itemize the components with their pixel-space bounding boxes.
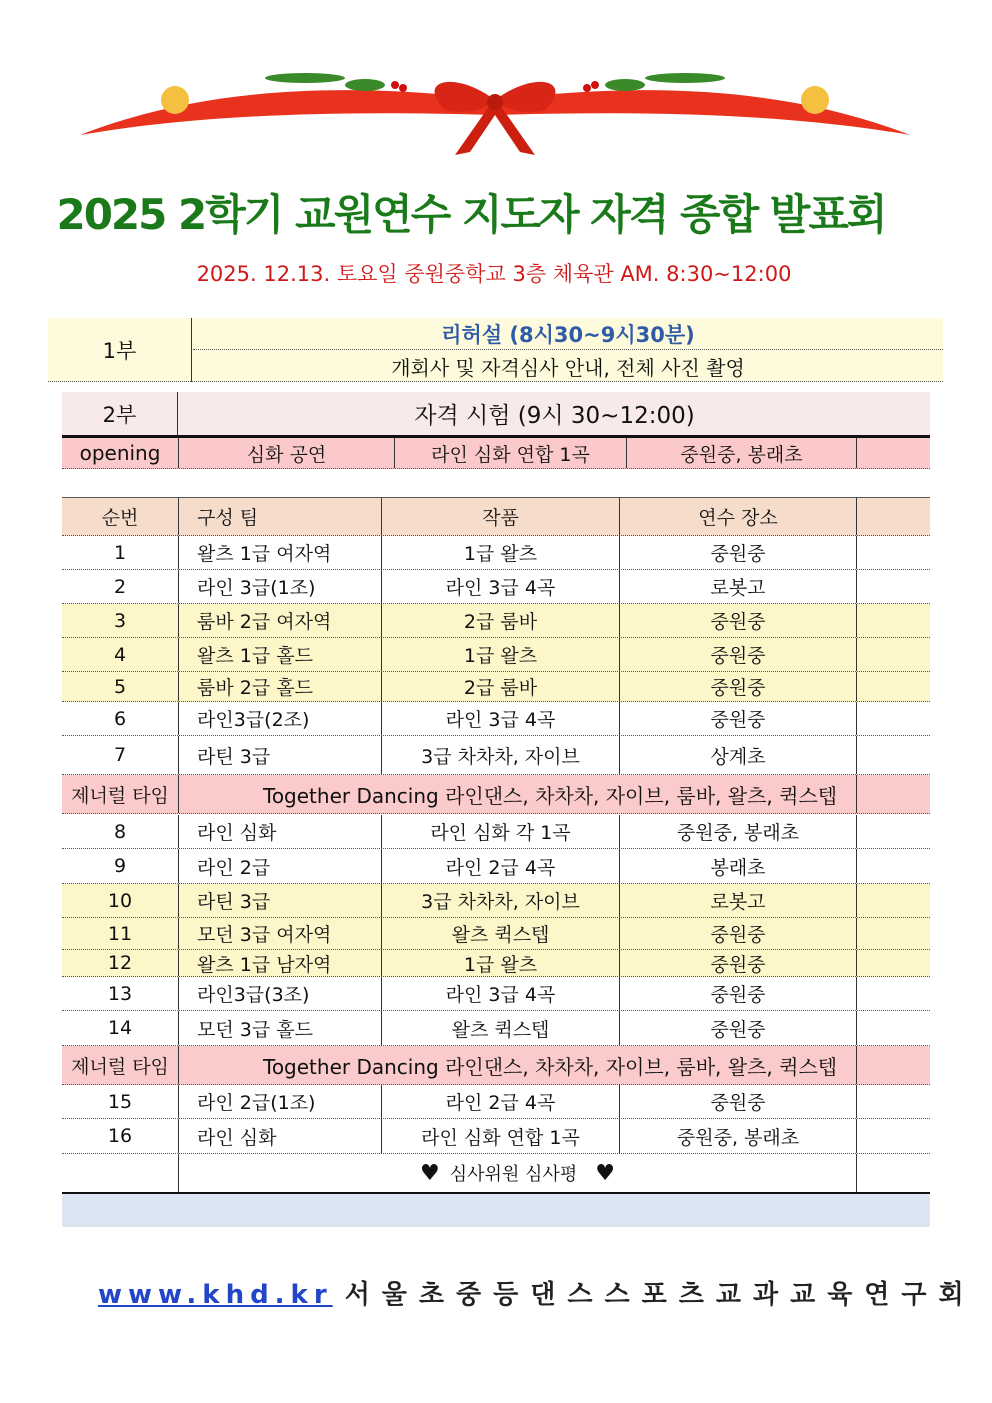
row-work: 라인 심화 각 1곡 — [382, 815, 620, 848]
row-team: 라인 3급(1조) — [179, 570, 382, 603]
row-number: 7 — [62, 736, 179, 774]
row-team: 왈츠 1급 여자역 — [179, 536, 382, 569]
empty-cell — [857, 604, 930, 637]
row-number: 3 — [62, 604, 179, 637]
empty-cell — [857, 536, 930, 569]
row-place: 중원중 — [620, 977, 857, 1010]
judge-comment — [179, 1154, 857, 1192]
heart-icon: ♥ — [420, 1160, 440, 1186]
part1-heading: 리허설 (8시30~9시30분) — [193, 318, 943, 350]
part1-desc: 개회사 및 자격심사 안내, 전체 사진 촬영 — [391, 355, 745, 380]
empty-cell — [857, 950, 930, 976]
header-place: 연수 장소 — [620, 498, 857, 535]
row-team: 라인 2급 — [179, 849, 382, 883]
row-work: 1급 왈츠 — [382, 950, 620, 976]
row-number: 9 — [62, 849, 179, 883]
empty-cell — [857, 815, 930, 848]
row-work: 3급 차차차, 자이브 — [382, 884, 620, 917]
row-place: 중원중 — [620, 672, 857, 701]
general-time-row — [62, 775, 930, 814]
part1-block — [48, 318, 943, 382]
row-team: 모던 3급 홀드 — [179, 1011, 382, 1045]
table-row — [62, 918, 930, 950]
row-work: 2급 룸바 — [382, 672, 620, 701]
empty-cell — [857, 736, 930, 774]
row-work: 1급 왈츠 — [382, 638, 620, 671]
row-team: 룸바 2급 여자역 — [179, 604, 382, 637]
row-number: 2 — [62, 570, 179, 603]
footer-bar — [62, 1192, 930, 1227]
row-team: 모던 3급 여자역 — [179, 918, 382, 949]
row-team: 라인 심화 — [179, 1119, 382, 1153]
table-row — [62, 536, 930, 570]
table-row — [62, 1119, 930, 1154]
row-team: 라틴 3급 — [179, 884, 382, 917]
row-number: 13 — [62, 977, 179, 1010]
general-time-label: 제너럴 타임 — [62, 775, 179, 813]
judge-row — [62, 1154, 930, 1192]
empty-cell — [857, 1085, 930, 1118]
row-place: 중원중 — [620, 638, 857, 671]
row-team: 라인3급(2조) — [179, 702, 382, 735]
table-row — [62, 736, 930, 775]
row-number: 10 — [62, 884, 179, 917]
table-row — [62, 604, 930, 638]
row-work: 1급 왈츠 — [382, 536, 620, 569]
opening-empty — [857, 438, 930, 468]
heart-icon: ♥ — [595, 1160, 615, 1186]
row-number: 5 — [62, 672, 179, 701]
header-no: 순번 — [62, 498, 179, 535]
table-row — [62, 570, 930, 604]
row-number: 12 — [62, 950, 179, 976]
general-time-text: Together Dancing 라인댄스, 차차차, 자이브, 룸바, 왈츠, 퀵스텝 — [179, 775, 857, 813]
empty-cell — [857, 638, 930, 671]
row-place: 중원중 — [620, 1011, 857, 1045]
judge-text: 심사위원 심사평 — [449, 1164, 578, 1185]
empty-cell — [857, 1154, 930, 1192]
row-team: 라인 2급(1조) — [179, 1085, 382, 1118]
opening-place: 중원중, 봉래초 — [627, 438, 857, 468]
organization-name: 서울초중등댄스스포츠교과교육연구회 — [344, 1280, 976, 1310]
table-row — [62, 1085, 930, 1119]
row-team: 룸바 2급 홀드 — [179, 672, 382, 701]
general-time-text: Together Dancing 라인댄스, 차차차, 자이브, 룸바, 왈츠, 퀵스텝 — [179, 1046, 857, 1084]
empty-cell — [857, 977, 930, 1010]
website-link[interactable]: www.khd.kr — [98, 1280, 333, 1310]
header-empty — [857, 498, 930, 535]
row-place: 중원중 — [620, 918, 857, 949]
empty-cell — [857, 1046, 930, 1084]
row-work: 라인 심화 연합 1곡 — [382, 1119, 620, 1153]
event-info: 2025. 12.13. 토요일 중원중학교 3층 체육관 AM. 8:30~12:00 — [196, 262, 792, 286]
empty-cell — [857, 1119, 930, 1153]
row-number: 16 — [62, 1119, 179, 1153]
row-team: 라인 심화 — [179, 815, 382, 848]
row-work: 왈츠 퀵스텝 — [382, 1011, 620, 1045]
part1-label: 1부 — [48, 318, 192, 382]
row-work: 라인 3급 4곡 — [382, 977, 620, 1010]
empty-cell — [62, 1154, 179, 1192]
row-work: 라인 3급 4곡 — [382, 702, 620, 735]
header-team: 구성 팀 — [179, 498, 382, 535]
table-row — [62, 849, 930, 884]
empty-cell — [857, 884, 930, 917]
part2-heading: 자격 시험 (9시 30~12:00) — [414, 403, 695, 429]
row-place: 중원중 — [620, 536, 857, 569]
row-work: 라인 2급 4곡 — [382, 1085, 620, 1118]
row-place: 중원중, 봉래초 — [620, 1119, 857, 1153]
row-work: 2급 룸바 — [382, 604, 620, 637]
page-title: 2025 2학기 교원연수 지도자 자격 종합 발표회 — [56, 190, 886, 239]
row-place: 중원중 — [620, 702, 857, 735]
empty-cell — [857, 775, 930, 813]
row-team: 라인3급(3조) — [179, 977, 382, 1010]
empty-cell — [857, 672, 930, 701]
empty-cell — [857, 918, 930, 949]
opening-team: 심화 공연 — [179, 438, 395, 468]
opening-row — [62, 438, 930, 469]
table-row — [62, 977, 930, 1011]
table-row — [62, 950, 930, 977]
general-time-row — [62, 1046, 930, 1085]
table-row — [62, 884, 930, 918]
row-work: 왈츠 퀵스텝 — [382, 918, 620, 949]
general-time-label: 제너럴 타임 — [62, 1046, 179, 1084]
row-place: 로봇고 — [620, 884, 857, 917]
row-place: 중원중 — [620, 1085, 857, 1118]
row-work: 3급 차차차, 자이브 — [382, 736, 620, 774]
row-number: 11 — [62, 918, 179, 949]
row-place: 중원중 — [620, 604, 857, 637]
table-row — [62, 702, 930, 736]
opening-label: opening — [62, 438, 179, 468]
row-place: 상계초 — [620, 736, 857, 774]
row-number: 15 — [62, 1085, 179, 1118]
row-number: 6 — [62, 702, 179, 735]
row-team: 왈츠 1급 홀드 — [179, 638, 382, 671]
row-work: 라인 3급 4곡 — [382, 570, 620, 603]
empty-cell — [857, 1011, 930, 1045]
empty-cell — [857, 849, 930, 883]
ribbon-banner-decoration — [75, 60, 915, 160]
row-team: 왈츠 1급 남자역 — [179, 950, 382, 976]
header-work: 작품 — [382, 498, 620, 535]
part2-block — [62, 392, 930, 438]
row-place: 봉래초 — [620, 849, 857, 883]
row-work: 라인 2급 4곡 — [382, 849, 620, 883]
row-place: 중원중 — [620, 950, 857, 976]
empty-cell — [857, 702, 930, 735]
row-number: 8 — [62, 815, 179, 848]
row-number: 4 — [62, 638, 179, 671]
empty-cell — [857, 570, 930, 603]
row-place: 중원중, 봉래초 — [620, 815, 857, 848]
row-team: 라틴 3급 — [179, 736, 382, 774]
table-row — [62, 638, 930, 672]
row-number: 1 — [62, 536, 179, 569]
footer — [98, 1274, 976, 1311]
table-row — [62, 1011, 930, 1046]
table-header — [62, 497, 930, 536]
part2-label: 2부 — [62, 392, 178, 435]
table-row — [62, 815, 930, 849]
table-row — [62, 672, 930, 702]
row-place: 로봇고 — [620, 570, 857, 603]
opening-work: 라인 심화 연합 1곡 — [395, 438, 627, 468]
row-number: 14 — [62, 1011, 179, 1045]
